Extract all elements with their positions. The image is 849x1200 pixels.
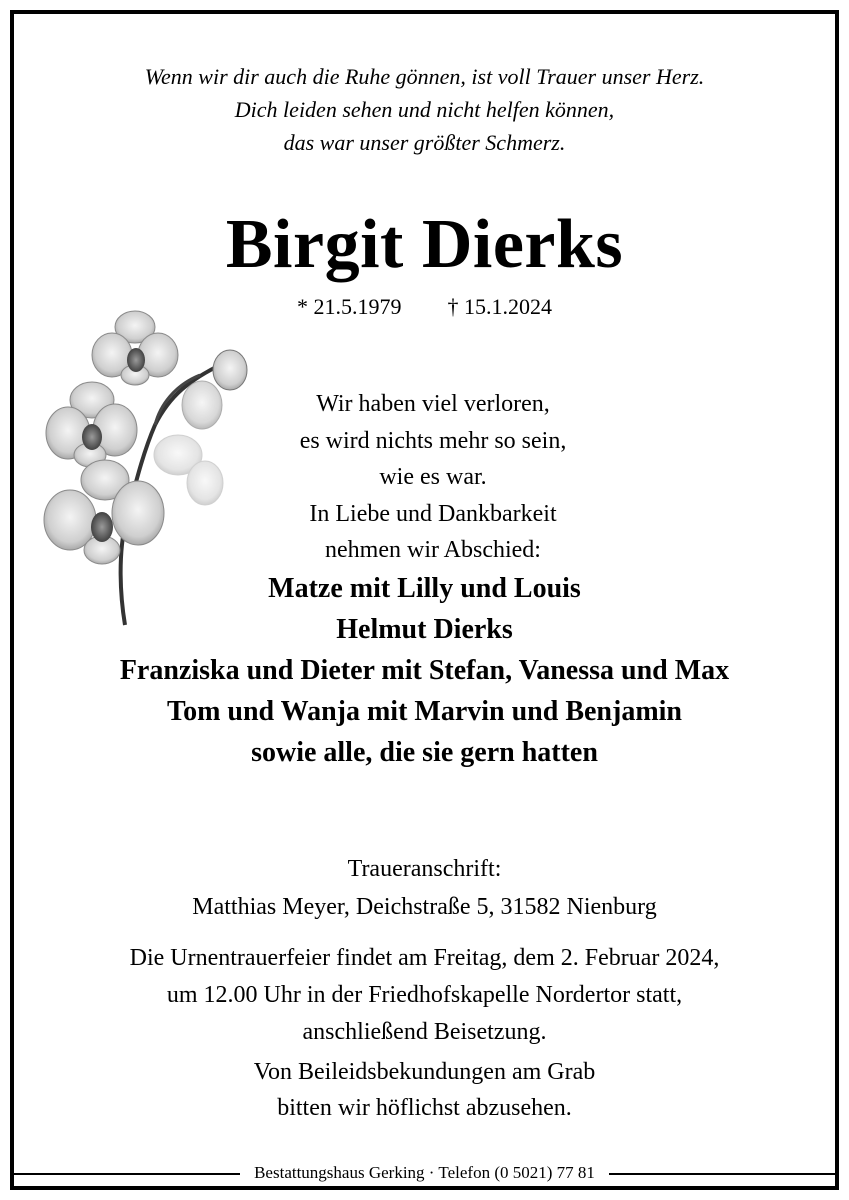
motto-line: das war unser größter Schmerz. [283,130,566,155]
service-line: Die Urnentrauerfeier findet am Freitag, dem 2. Februar 2024, [129,945,720,971]
deceased-name: Birgit Dierks [225,206,624,283]
condolence-note [0,1054,849,1126]
service-line: um 12.00 Uhr in der Friedhofskapelle Nordertor statt, [166,982,683,1008]
poem-line: nehmen wir Abschied: [325,537,541,563]
mourners-list [0,568,849,773]
mourner-line: Helmut Dierks [336,614,513,645]
mourning-address [0,850,849,926]
motto-verse [0,60,849,159]
mourner-line: Franziska und Dieter mit Stefan, Vanessa und Max [119,655,730,686]
poem-text [138,386,728,569]
service-line: anschließend Beisetzung. [302,1019,547,1045]
poem-line: In Liebe und Dankbarkeit [309,500,557,527]
condolence-line: Von Beileidsbekundungen am Grab [253,1059,596,1085]
orchid-flower-middle [46,382,137,467]
funeral-service-info [0,940,849,1051]
poem-line: Wir haben viel verloren, [316,391,550,417]
orchid-flower-top [92,311,178,385]
death-date: † 15.1.2024 [447,294,552,319]
funeral-home-info: Bestattungshaus Gerking · Telefon (0 5021) 77 81 [240,1163,609,1182]
mourner-line: Tom und Wanja mit Marvin und Benjamin [166,696,683,727]
poem-line: es wird nichts mehr so sein, [299,427,567,454]
mourner-line: sowie alle, die sie gern hatten [251,737,598,768]
footer [0,1162,849,1184]
poem-line: wie es war. [379,464,487,490]
address-value: Matthias Meyer, Deichstraße 5, 31582 Nienburg [192,894,657,920]
mourner-line: Matze mit Lilly und Louis [268,573,581,604]
condolence-line: bitten wir höflichst abzusehen. [277,1095,572,1121]
motto-line: Dich leiden sehen und nicht helfen können, [234,97,615,122]
address-label: Traueranschrift: [347,856,502,882]
birth-date: * 21.5.1979 [297,294,402,319]
motto-line: Wenn wir dir auch die Ruhe gönnen, ist voll Trauer unser Herz. [144,64,705,89]
